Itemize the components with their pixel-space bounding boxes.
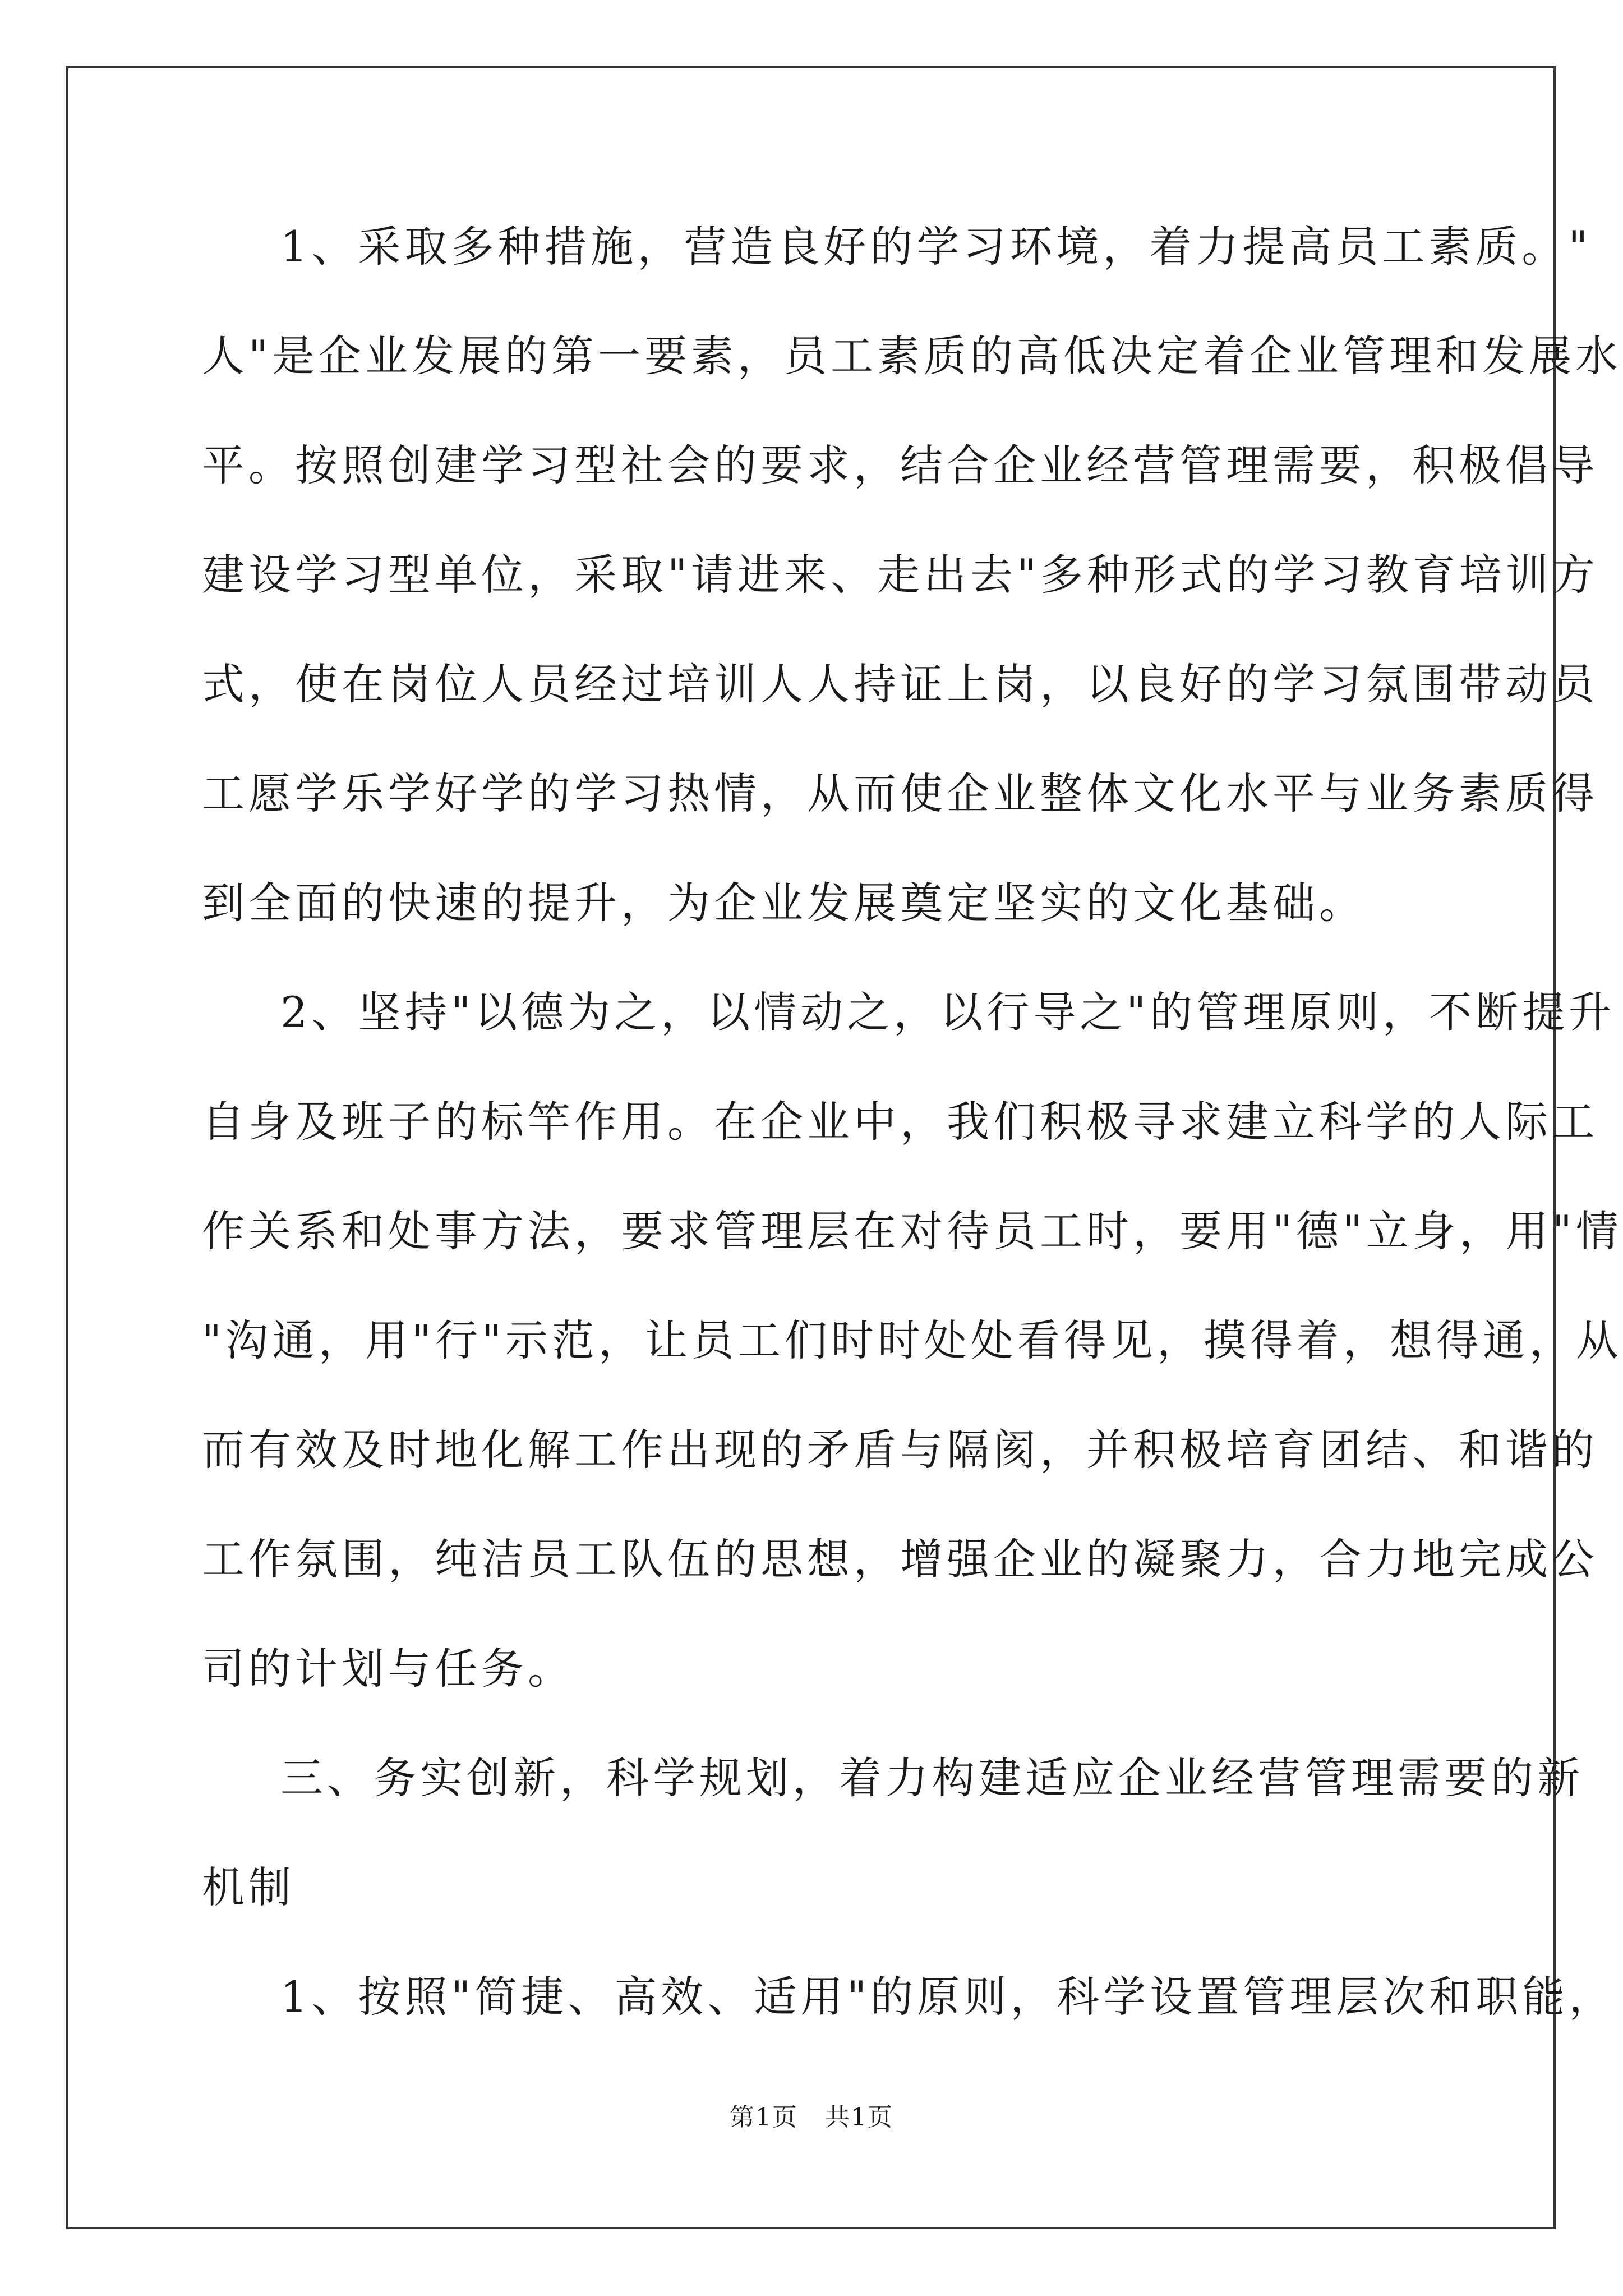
- body-text-line: 工愿学乐学好学的学习热情，从而使企业整体文化水平与业务素质得: [202, 769, 1598, 818]
- body-text-line: 到全面的快速的提升，为企业发展奠定坚实的文化基础。: [202, 878, 1366, 928]
- body-text-line: 工作氛围，纯洁员工队伍的思想，增强企业的凝聚力，合力地完成公: [202, 1534, 1598, 1584]
- body-text-line: 式，使在岗位人员经过培训人人持证上岗，以良好的学习氛围带动员: [202, 659, 1598, 709]
- body-text-line: 司的计划与任务。: [202, 1644, 574, 1694]
- body-text-line: "沟通，用"行"示范，让员工们时时处处看得见，摸得着，想得通，从: [202, 1315, 1622, 1365]
- body-text-line: 作关系和处事方法，要求管理层在对待员工时，要用"德"立身，用"情: [202, 1206, 1622, 1256]
- section-heading-continuation: 机制: [202, 1862, 295, 1912]
- body-text-line: 而有效及时地化解工作出现的矛盾与隔阂，并积极培育团结、和谐的: [202, 1425, 1598, 1475]
- section-heading: 三、务实创新，科学规划，着力构建适应企业经营管理需要的新: [280, 1753, 1584, 1803]
- body-text-line: 平。按照创建学习型社会的要求，结合企业经营管理需要，积极倡导: [202, 440, 1598, 490]
- body-text-line: 自身及班子的标竿作用。在企业中，我们积极寻求建立科学的人际工: [202, 1097, 1598, 1147]
- body-text-line: 人"是企业发展的第一要素，员工素质的高低决定着企业管理和发展水: [202, 331, 1622, 381]
- body-text-line: 2、坚持"以德为之，以情动之，以行导之"的管理原则，不断提升: [280, 987, 1616, 1037]
- body-text-line: 1、按照"简捷、高效、适用"的原则，科学设置管理层次和职能，: [280, 1972, 1616, 2022]
- body-text-line: 1、采取多种措施，营造良好的学习环境，着力提高员工素质。": [280, 222, 1592, 272]
- page-number-footer: 第1页 共1页: [730, 2103, 893, 2132]
- body-text-line: 建设学习型单位，采取"请进来、走出去"多种形式的学习教育培训方: [202, 550, 1599, 600]
